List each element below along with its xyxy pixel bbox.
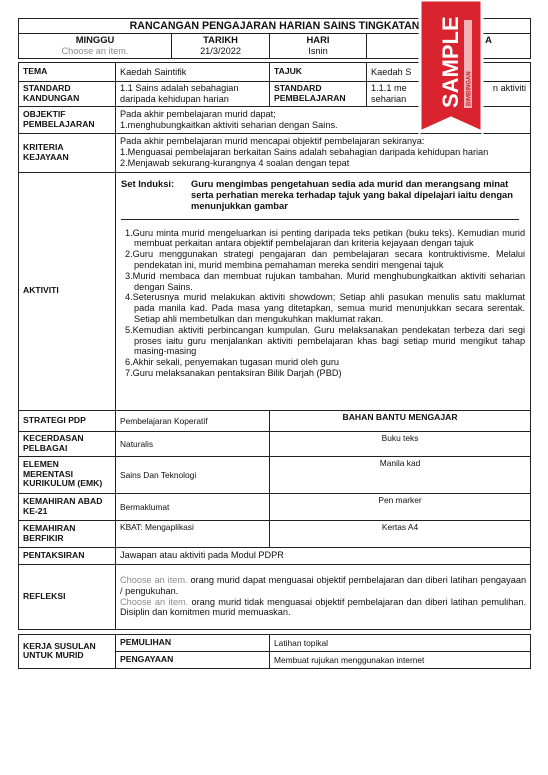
standard-kandungan-value[interactable]: 1.1 Sains adalah sebahagian daripada kehidupan harian xyxy=(116,82,270,107)
kerja-susulan-label: KERJA SUSULAN UNTUK MURID xyxy=(19,634,116,668)
pentaksiran-value[interactable]: Jawapan atau aktiviti pada Modul PDPR xyxy=(116,547,531,564)
refleksi-dropdown-1[interactable]: Choose an item. xyxy=(120,575,188,585)
pemulihan-label: PEMULIHAN xyxy=(116,634,270,651)
refleksi-label: REFLEKSI xyxy=(19,564,116,629)
activity-step: 7.Guru melaksanakan pentaksiran Bilik Darjah (PBD) xyxy=(125,367,342,378)
strategi-value[interactable]: Pembelajaran Koperatif xyxy=(116,410,270,431)
activity-step: 1.Guru minta murid mengeluarkan isi penting daripada teks petikan (buku teks). Kemudian murid membuat perkaitan antara objektif pembelajaran dan kriteria kejayaan dengan tajuk xyxy=(125,227,526,249)
bahan-item[interactable]: Manila kad xyxy=(270,456,531,493)
kemahiran-berfikir-value[interactable]: KBAT: Mengaplikasi xyxy=(116,520,270,547)
refleksi-text-2: orang murid tidak menguasai objektif pembelajaran dan diberi latihan pemulihan. Disiplin dan komitmen murid memuaskan. xyxy=(120,596,527,618)
tema-value[interactable]: Kaedah Saintifik xyxy=(116,63,270,82)
refleksi-dropdown-2[interactable]: Choose an item. xyxy=(120,596,189,607)
emk-value[interactable]: Sains Dan Teknologi xyxy=(116,456,270,493)
sample-ribbon-watermark xyxy=(418,0,484,150)
pemulihan-value[interactable]: Latihan topikal xyxy=(270,634,531,651)
kriteria-line: 1.Menguasai pembelajaran berkaitan Sains adalah sebahagian daripada kehidupan harian xyxy=(120,147,489,158)
set-induksi-label: Set Induksi: xyxy=(121,177,175,189)
aktiviti-label: AKTIVITI xyxy=(19,172,116,410)
tajuk-label: TAJUK xyxy=(270,63,367,82)
refleksi-content xyxy=(116,564,531,629)
hari-value[interactable]: Isnin xyxy=(308,46,328,56)
objektif-label: OBJEKTIF PEMBELAJARAN xyxy=(19,106,116,133)
kriteria-line: 2.Menjawab sekurang-kurangnya 4 soalan dengan tepat xyxy=(120,157,350,168)
activity-steps xyxy=(121,228,525,379)
objektif-line: Pada akhir pembelajaran murid dapat; xyxy=(120,108,276,119)
activity-step: 5.Kemudian aktiviti perbincangan kumpulan. Guru melaksanakan pendekatan terbeza dari segi proses iaitu guru menjalankan aktiviti pembelajaran khas bagi setiap murid mengikut tahap masing-masing xyxy=(125,324,526,357)
kemahiran21-value[interactable]: Bermaklumat xyxy=(116,493,270,520)
minggu-cell[interactable] xyxy=(19,34,172,59)
sp-value-end: n aktiviti xyxy=(492,83,527,93)
kemahiran-berfikir-label: KEMAHIRAN BERFIKIR xyxy=(19,520,116,547)
standard-pembelajaran-label: STANDARD PEMBELAJARAN xyxy=(270,82,367,107)
activity-step: 6.Akhir sekali, penyemakan tugasan murid oleh guru xyxy=(125,357,339,368)
pentaksiran-label: PENTAKSIRAN xyxy=(19,547,116,564)
bahan-header: BAHAN BANTU MENGAJAR xyxy=(270,410,531,431)
kriteria-line: Pada akhir pembelajaran murid mencapai objektif pembelajaran sekiranya: xyxy=(120,136,425,147)
hari-cell xyxy=(270,34,367,59)
hari-label: HARI xyxy=(306,34,330,46)
tema-label: TEMA xyxy=(19,63,116,82)
sp-value-line2: seharian xyxy=(371,93,407,104)
set-induksi-text: Guru mengimbas pengetahuan sedia ada murid dan merangsang minat serta perhatian mereka terhadap tajuk yang bakal dipelajari iaitu dengan menunjukkan gambar xyxy=(191,177,513,211)
strategi-label: STRATEGI PDP xyxy=(19,410,116,431)
minggu-label: MINGGU xyxy=(75,34,115,46)
tarikh-label: TARIKH xyxy=(203,34,238,46)
refleksi-text-1: orang murid dapat menguasai objektif pembelajaran dan diberi latihan pengayaan / pengukuhan. xyxy=(120,575,527,596)
sample-text: SAMPLE xyxy=(438,16,463,108)
tajuk-value[interactable]: Kaedah S xyxy=(367,63,531,82)
tarikh-cell xyxy=(172,34,270,59)
sp-value-start: 1.1.1 me xyxy=(371,83,407,93)
sample-subtext: BIMBINGAN xyxy=(466,71,473,106)
kemahiran21-label: KEMAHIRAN ABAD KE-21 xyxy=(19,493,116,520)
objektif-line: 1.menghubungkaitkan aktiviti seharian dengan Sains. xyxy=(120,119,338,130)
divider xyxy=(121,219,519,220)
set-induksi xyxy=(121,178,525,211)
document-title: RANCANGAN PENGAJARAN HARIAN SAINS TINGKATAN xyxy=(19,19,531,34)
activity-step: 4.Seterusnya murid melakukan aktiviti showdown; Setiap ahli pasukan menulis satu maklumat pada manila kad. Pada masa yang ditetapkan, semua murid menunjukkan secara serentak. Setiap ahli membetulkan dan mengukuhkan maklumat rakan. xyxy=(125,292,526,324)
bahan-item[interactable]: Kertas A4 xyxy=(270,520,531,547)
bahan-item[interactable]: Pen marker xyxy=(270,493,531,520)
standard-kandungan-label: STANDARD KANDUNGAN xyxy=(19,82,116,107)
activity-step: 2.Guru menggunakan strategi pengajaran dan pembelajaran secara kontruktivisme. Melalui pendekatan ini, murid membina pemahaman mereka sendiri mengenai tajuk xyxy=(125,249,526,270)
tarikh-value[interactable]: 21/3/2022 xyxy=(200,46,241,56)
masa-label-partial: A xyxy=(485,34,492,46)
bahan-item[interactable]: Buku teks xyxy=(270,431,531,456)
pengayaan-value[interactable]: Membuat rujukan menggunakan internet xyxy=(270,651,531,668)
kecerdasan-value[interactable]: Naturalis xyxy=(116,431,270,456)
kriteria-label: KRITERIA KEJAYAAN xyxy=(19,133,116,172)
emk-label: ELEMEN MERENTASI KURIKULUM (EMK) xyxy=(19,456,116,493)
activity-step: 3.Murid membaca dan membuat rujukan tambahan. Murid menghubungkaitkan aktiviti seharian dengan Sains. xyxy=(125,270,526,292)
minggu-dropdown[interactable]: Choose an item. xyxy=(61,46,129,56)
kecerdasan-label: KECERDASAN PELBAGAI xyxy=(19,431,116,456)
aktiviti-content[interactable] xyxy=(116,172,531,410)
pengayaan-label: PENGAYAAN xyxy=(116,651,270,668)
